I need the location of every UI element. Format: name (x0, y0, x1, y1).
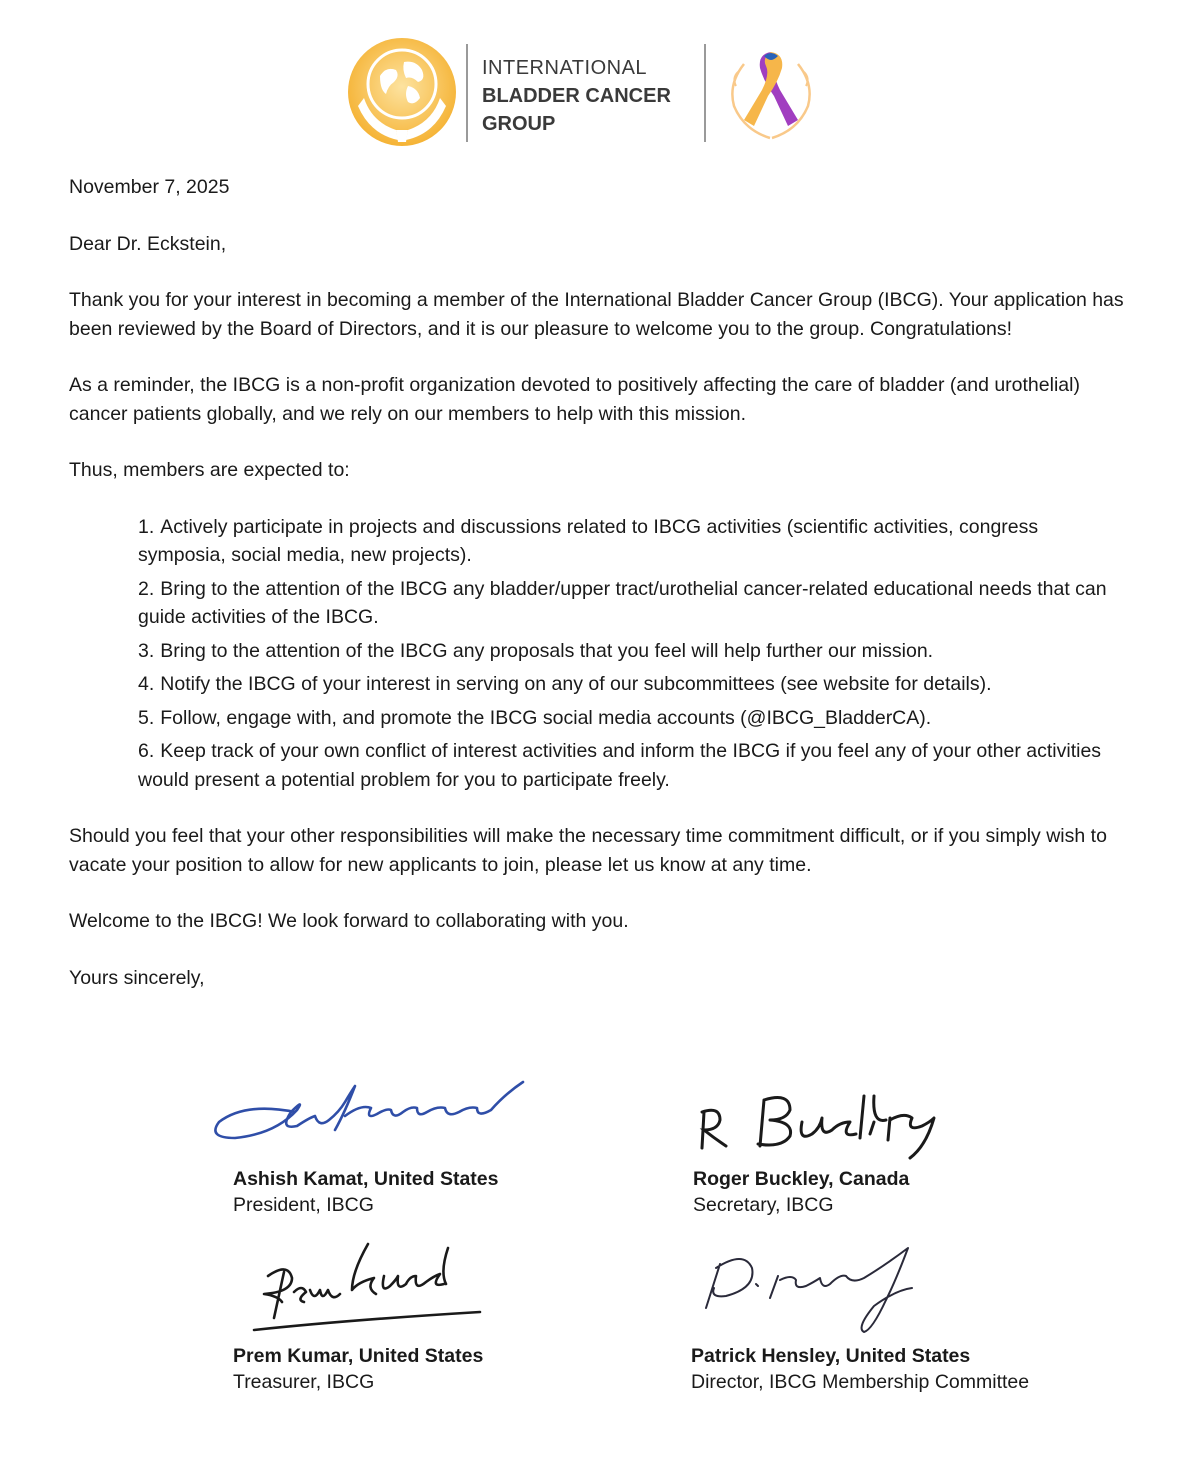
org-name-line-3: GROUP (482, 113, 556, 135)
responsibilities-paragraph: Should you feel that your other responsibilities will make the necessary time commitment difficult, or if you simply wish to vacate your position to allow for new applicants to join, please let us know at any time. (69, 825, 1107, 876)
signature-kumar-icon (248, 1232, 488, 1336)
letterhead (346, 36, 836, 148)
list-item-text: Follow, engage with, and promote the IBCG social media accounts (@IBCG_BladderCA). (160, 706, 932, 729)
list-item (138, 637, 1129, 666)
signatory-role: President, IBCG (233, 1194, 374, 1216)
signatory-name: Prem Kumar, United States (233, 1345, 484, 1367)
letterhead-divider (704, 44, 706, 142)
letter-date: November 7, 2025 (69, 176, 230, 198)
list-item-text: Bring to the attention of the IBCG any bladder/upper tract/urothelial cancer-related educational needs that can guide activities of the IBCG. (138, 577, 1107, 628)
expectations-list (69, 513, 1129, 795)
signature-hensley-icon (696, 1240, 926, 1340)
list-item-text: Bring to the attention of the IBCG any proposals that you feel will help further our mission. (160, 639, 934, 662)
welcome-paragraph: Thank you for your interest in becoming a member of the International Bladder Cancer Group (IBCG). Your application has been reviewed by the Board of Directors, and it is our pleasure to welcome you to the group. Congratulations! (69, 289, 1124, 340)
org-name-line-2: BLADDER CANCER (482, 85, 671, 107)
list-item-number: 6. (138, 740, 155, 762)
signatory-role: Secretary, IBCG (693, 1194, 834, 1216)
signatory-role: Treasurer, IBCG (233, 1371, 375, 1393)
signatory-name: Roger Buckley, Canada (693, 1168, 910, 1190)
signature-kamat-icon (205, 1072, 545, 1162)
signatory-role: Director, IBCG Membership Committee (691, 1371, 1030, 1393)
list-item-number: 5. (138, 706, 155, 729)
closing: Yours sincerely, (69, 966, 205, 989)
list-item (138, 575, 1129, 632)
signature-buckley-icon (690, 1082, 950, 1162)
list-item-number: 3. (138, 639, 155, 662)
organization-name (482, 54, 700, 138)
salutation: Dear Dr. Eckstein, (69, 232, 227, 255)
list-item (138, 513, 1129, 570)
list-item-text: Actively participate in projects and discussions related to IBCG activities (scientific activities, congress symposia, social media, new projects). (138, 515, 1039, 566)
list-item (138, 704, 1129, 733)
signatory-name: Ashish Kamat, United States (233, 1168, 499, 1190)
org-name-line-1: INTERNATIONAL (482, 57, 648, 79)
list-item-text: Notify the IBCG of your interest in serving on any of our subcommittees (see website for details). (160, 673, 992, 695)
list-item-number: 4. (138, 673, 155, 695)
mission-paragraph: As a reminder, the IBCG is a non-profit organization devoted to positively affecting the care of bladder (and urothelial) cancer patients globally, and we rely on our members to help with this mission. (69, 374, 1080, 425)
expectations-intro: Thus, members are expected to: (69, 459, 350, 481)
signatory-name: Patrick Hensley, United States (691, 1345, 971, 1367)
closing-welcome-paragraph: Welcome to the IBCG! We look forward to collaborating with you. (69, 910, 629, 932)
letter-body (69, 173, 1129, 992)
list-item-text: Keep track of your own conflict of interest activities and inform the IBCG if you feel any of your other activities would present a potential problem for you to participate freely. (138, 740, 1102, 791)
list-item-number: 1. (138, 515, 155, 538)
list-item (138, 670, 1129, 699)
letterhead-divider (466, 44, 468, 142)
list-item-number: 2. (138, 577, 155, 600)
list-item (138, 737, 1129, 794)
globe-hands-logo-icon (346, 36, 458, 148)
awareness-ribbon-hands-icon (714, 44, 828, 144)
